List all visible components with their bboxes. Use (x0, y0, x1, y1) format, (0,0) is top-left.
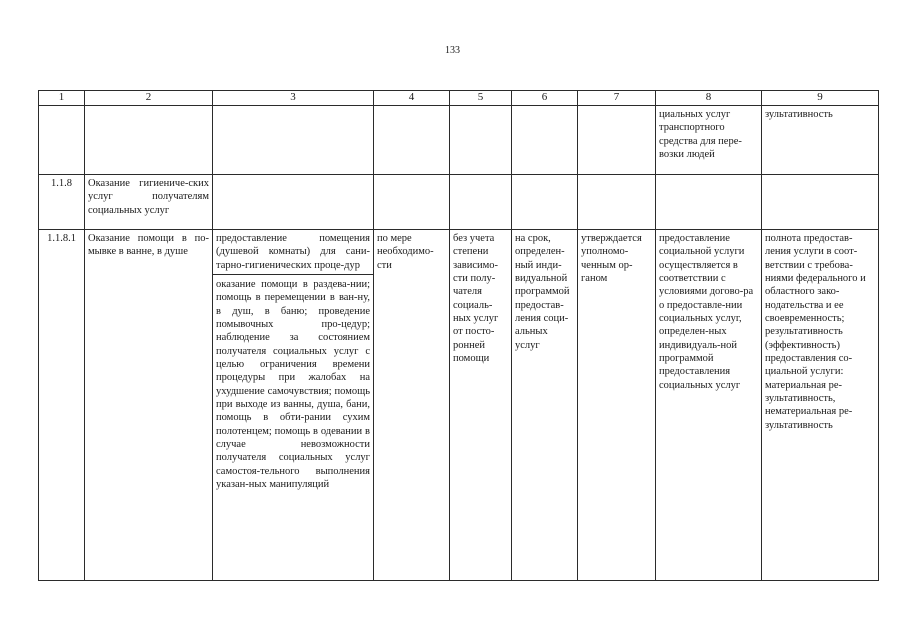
col-header-9: 9 (762, 91, 879, 106)
table-row-1-1-8 (39, 174, 879, 229)
row-number: 1.1.8.1 (39, 229, 85, 580)
service-name: Оказание помощи в по-мывке в ванне, в душе (85, 229, 213, 580)
service-name: Оказание гигиениче-ских услуг получателям социальных услуг (85, 174, 213, 229)
col-header-3: 3 (213, 91, 374, 106)
col-header-1: 1 (39, 91, 85, 106)
table-row-1-1-8-1 (39, 229, 879, 580)
col-header-5: 5 (450, 91, 512, 106)
col-header-6: 6 (512, 91, 578, 106)
service-content-cell (213, 229, 374, 580)
dependency-cell: без учета степени зависимо-сти полу-чателя социаль-ных услуг от посто-ронней помощи (450, 229, 512, 580)
column-number-row (39, 91, 879, 106)
col-header-8: 8 (656, 91, 762, 106)
cont-cell-8: циальных услуг транспортного средства для пере-возки людей (656, 105, 762, 174)
col-header-7: 7 (578, 91, 656, 106)
conditions-cell: предоставление социальной услуги осуществляется в соответствии с условиями догово-ра о предоставле-нии социальных услуг, определен-ных индивидуаль-ной программой предоставления социальных услуг (656, 229, 762, 580)
evaluation-cell: полнота предостав-ления услуги в соот-ветствии с требова-ниями федерального и областного зако-нодательства и ее своевременность; результативность (эффективность) предоставления со-циальной услуги: материальная ре-зультативность, нематериальная ре-зультативность (762, 229, 879, 580)
approval-cell: утверждается уполномо-ченным ор-ганом (578, 229, 656, 580)
row-number: 1.1.8 (39, 174, 85, 229)
services-table (38, 90, 879, 581)
service-content-top: предоставление помещения (душевой комнаты) для сани-тарно-гигиенических проце-дур (213, 232, 373, 275)
page-number: 133 (445, 45, 460, 56)
service-content-bottom: оказание помощи в раздева-нии; помощь в перемещении в ван-ну, в душ, в баню; проведение помывочных про-цедур; наблюдение за состоянием получателя социальных услуг с целью ограничения времени процедуры при жалобах на ухудшение самочувствия; помощь при выходе из ванны, душа, бани, помощь в обти-рании сухим полотенцем; помощь в одевании в случае невозможности получателя социальных услуг самостоя-тельного выполнения указан-ных манипуляций (216, 278, 370, 490)
term-cell: на срок, определен-ный инди-видуальной программой предостав-ления соци-альных услуг (512, 229, 578, 580)
col-header-4: 4 (374, 91, 450, 106)
continuation-row (39, 105, 879, 174)
frequency-cell: по мере необходимо-сти (374, 229, 450, 580)
cont-cell-9: зультативность (762, 105, 879, 174)
col-header-2: 2 (85, 91, 213, 106)
